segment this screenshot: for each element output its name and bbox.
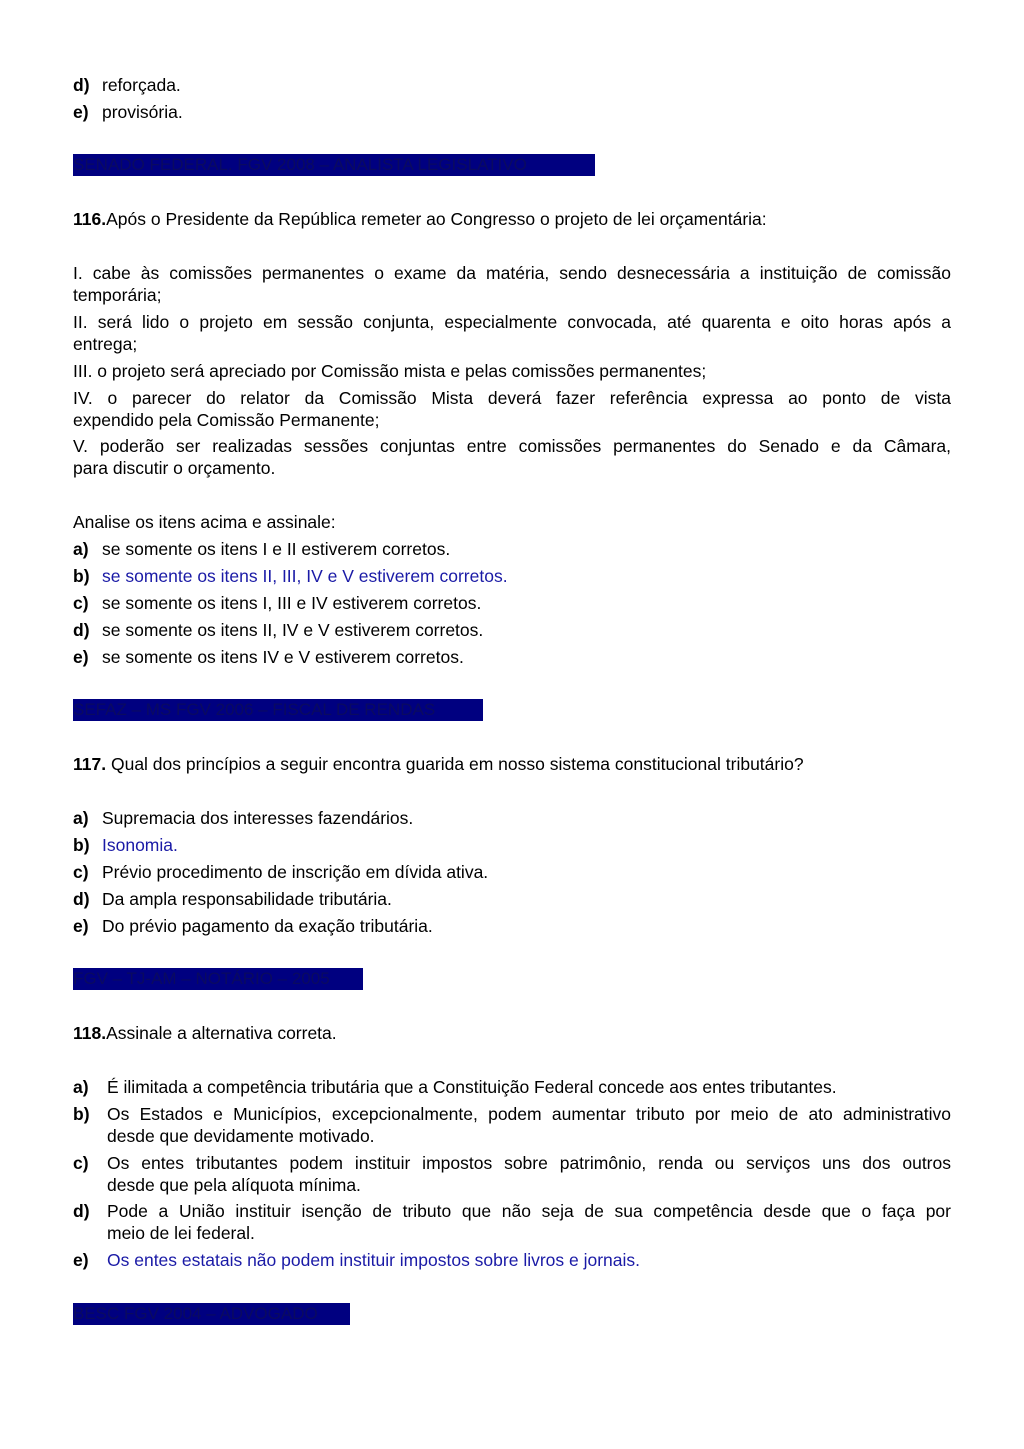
- question-118: 118.Assinale a alternativa correta.: [73, 1023, 337, 1043]
- option-117-a: a) Supremacia dos interesses fazendários.: [73, 808, 414, 828]
- item-i-line2: temporária;: [73, 285, 162, 305]
- option-e-prev: e) provisória.: [73, 102, 183, 122]
- option-d-prev: d) reforçada.: [73, 75, 181, 95]
- option-116-a: a) se somente os itens I e II estiverem corretos.: [73, 539, 451, 559]
- option-118-d: d) Pode a União instituir isenção de tributo que não seja de sua competência desde que o faça por: [73, 1201, 951, 1221]
- question-116: 116.Após o Presidente da República remeter ao Congresso o projeto de lei orçamentária:: [73, 209, 767, 229]
- option-117-b: b) Isonomia.: [73, 835, 178, 855]
- option-118-e: e) Os entes estatais não podem instituir impostos sobre livros e jornais.: [73, 1250, 641, 1270]
- option-117-e: e) Do prévio pagamento da exação tributária.: [73, 916, 433, 936]
- item-ii-line1: II. será lido o projeto em sessão conjunta, especialmente convocada, até quarenta e oito horas após a: [73, 312, 951, 332]
- section-header-senado: SENADO FEDERAL. FGV 2008 – ANALISTA LEGISLATIVO: [73, 154, 595, 176]
- option-117-c: c) Prévio procedimento de inscrição em dívida ativa.: [73, 862, 489, 882]
- option-118-b-line2: desde que devidamente motivado.: [107, 1126, 375, 1146]
- instruction-116: Analise os itens acima e assinale:: [73, 512, 336, 532]
- item-iv-line1: IV. o parecer do relator da Comissão Mista deverá fazer referência expressa ao ponto de vista: [73, 388, 951, 408]
- option-116-e: e) se somente os itens IV e V estiverem corretos.: [73, 647, 464, 667]
- section-header-tjam: FGV – TJ-AM – NOTÁRIO – 2005: [73, 968, 363, 990]
- option-118-a: a) É ilimitada a competência tributária que a Constituição Federal concede aos entes tributantes.: [73, 1077, 837, 1097]
- option-117-d: d) Da ampla responsabilidade tributária.: [73, 889, 392, 909]
- option-116-d: d) se somente os itens II, IV e V estiverem corretos.: [73, 620, 484, 640]
- option-116-b: b) se somente os itens II, III, IV e V estiverem corretos.: [73, 566, 508, 586]
- option-116-c: c) se somente os itens I, III e IV estiverem corretos.: [73, 593, 482, 613]
- option-118-b: b) Os Estados e Municípios, excepcionalmente, podem aumentar tributo por meio de ato administrativo: [73, 1104, 951, 1124]
- question-117: 117. Qual dos princípios a seguir encontra guarida em nosso sistema constitucional tributário?: [73, 754, 804, 774]
- section-header-sefaz: SEFAZ – MS FGV 2006 – FISCAL DE RENDAS: [73, 699, 483, 721]
- item-v-line1: V. poderão ser realizadas sessões conjuntas entre comissões permanentes do Senado e da Câmara,: [73, 436, 951, 456]
- section-header-besc: BESC FGV 2004 – ADVOGADO: [73, 1303, 350, 1325]
- item-ii-line2: entrega;: [73, 334, 138, 354]
- option-118-d-line2: meio de lei federal.: [107, 1223, 255, 1243]
- option-118-c: c) Os entes tributantes podem instituir impostos sobre patrimônio, renda ou serviços uns dos outros: [73, 1153, 951, 1173]
- item-iv-line2: expendido pela Comissão Permanente;: [73, 410, 380, 430]
- item-v-line2: para discutir o orçamento.: [73, 458, 276, 478]
- item-iii: III. o projeto será apreciado por Comissão mista e pelas comissões permanentes;: [73, 361, 707, 381]
- item-i-line1: I. cabe às comissões permanentes o exame da matéria, sendo desnecessária a instituição de comissão: [73, 263, 951, 283]
- option-118-c-line2: desde que pela alíquota mínima.: [107, 1175, 361, 1195]
